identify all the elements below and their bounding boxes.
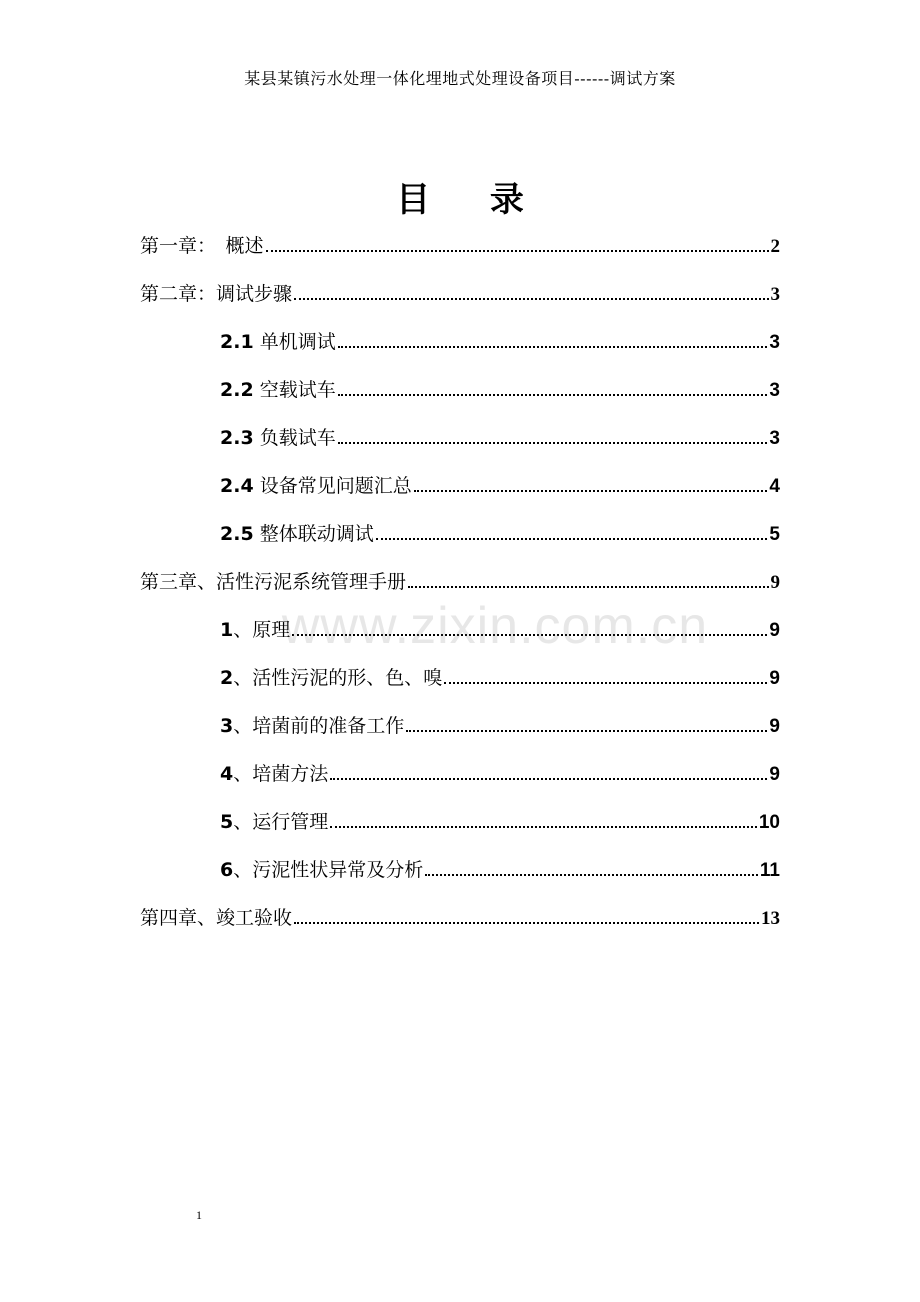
toc-entry-text: 、运行管理: [233, 811, 329, 833]
toc-leader-dots: [444, 681, 767, 684]
toc-entry-2-2[interactable]: [220, 372, 780, 408]
toc-entry-page: 11: [759, 860, 780, 881]
toc-entry-number: 1: [220, 619, 234, 641]
toc-entry-number: 5: [220, 811, 234, 833]
toc-entry-3-2[interactable]: [220, 660, 780, 696]
toc-entry-text: 、培菌方法: [233, 763, 329, 785]
toc-entry-2-4[interactable]: [220, 468, 780, 504]
page-header: 某县某镇污水处理一体化埋地式处理设备项目------调试方案: [244, 69, 676, 88]
toc-entry-page: 9: [769, 620, 780, 641]
toc-entry-label: [220, 708, 404, 744]
toc-entry-label: 第三章、活性污泥系统管理手册: [140, 571, 407, 593]
toc-entry-text: 、培菌前的准备工作: [233, 715, 405, 737]
toc-entry-text: 整体联动调试: [253, 523, 374, 545]
toc-entry-page: 4: [769, 476, 780, 497]
toc-leader-dots: [414, 489, 768, 492]
toc-entry-label: [220, 372, 336, 408]
toc-leader-dots: [425, 873, 758, 876]
toc-entry-2-1[interactable]: [220, 324, 780, 360]
toc-entry-page: 3: [769, 380, 780, 401]
toc-entry-text: 空载试车: [253, 379, 336, 401]
toc-entry-2-3[interactable]: [220, 420, 780, 456]
toc-entry-text: 、原理: [233, 619, 291, 641]
toc-entry-3-3[interactable]: [220, 708, 780, 744]
toc-entry-label: [220, 756, 328, 792]
toc-entry-chapter-3[interactable]: [140, 564, 780, 600]
toc-entry-label: [220, 660, 442, 696]
toc-leader-dots: [338, 441, 768, 444]
toc-entry-chapter-1[interactable]: [140, 228, 780, 264]
toc-entry-label: 第二章：调试步骤: [140, 283, 293, 305]
toc-entry-number: 2.5: [220, 523, 254, 545]
toc-entry-page: 3: [770, 284, 780, 305]
toc-entry-number: 4: [220, 763, 234, 785]
toc-entry-page: 9: [770, 572, 780, 593]
toc-entry-3-6[interactable]: [220, 852, 780, 888]
toc-leader-dots: [330, 825, 757, 828]
toc-entry-label: [220, 804, 328, 840]
toc-entry-2-5[interactable]: [220, 516, 780, 552]
toc-entry-page: 9: [769, 716, 780, 737]
toc-entry-text: 负载试车: [253, 427, 336, 449]
toc-entry-label: [220, 420, 336, 456]
toc-entry-label: [220, 324, 336, 360]
toc-leader-dots: [294, 921, 759, 924]
toc-entry-page: 2: [770, 236, 780, 257]
toc-entry-label: [220, 852, 423, 888]
toc-leader-dots: [294, 297, 768, 300]
toc-title: 目 录: [396, 180, 548, 220]
toc-entry-page: 9: [769, 764, 780, 785]
toc-entry-page: 3: [769, 428, 780, 449]
footer-page-number: 1: [196, 1208, 202, 1222]
toc-leader-dots: [408, 585, 768, 588]
toc-leader-dots: [376, 537, 768, 540]
toc-entry-label: 第一章： 概述: [140, 235, 264, 257]
toc-entry-page: 9: [769, 668, 780, 689]
toc-leader-dots: [266, 249, 769, 252]
toc-entry-number: 2.2: [220, 379, 254, 401]
toc-entry-number: 2.1: [220, 331, 254, 353]
toc-entry-text: 、污泥性状异常及分析: [233, 859, 424, 881]
toc-entry-number: 2.4: [220, 475, 254, 497]
toc-entry-text: 设备常见问题汇总: [253, 475, 412, 497]
toc-entry-number: 2: [220, 667, 234, 689]
toc-entry-page: 3: [769, 332, 780, 353]
toc-leader-dots: [338, 345, 768, 348]
toc-entry-label: [220, 468, 412, 504]
toc-entry-label: 第四章、竣工验收: [140, 907, 293, 929]
toc-entry-page: 13: [761, 908, 780, 929]
watermark: www.zixin.com.cn: [281, 597, 709, 655]
toc-leader-dots: [406, 729, 767, 732]
toc-entry-text: 单机调试: [253, 331, 336, 353]
toc-entry-number: 3: [220, 715, 234, 737]
toc-entry-page: 5: [769, 524, 780, 545]
toc-entry-page: 10: [758, 812, 780, 833]
toc-leader-dots: [338, 393, 768, 396]
toc-entry-label: [220, 516, 374, 552]
toc-entry-number: 2.3: [220, 427, 254, 449]
toc-entry-chapter-2[interactable]: [140, 276, 780, 312]
toc-leader-dots: [330, 777, 767, 780]
toc-entry-chapter-4[interactable]: [140, 900, 780, 936]
toc-entry-3-4[interactable]: [220, 756, 780, 792]
toc-entry-text: 、活性污泥的形、色、嗅: [233, 667, 443, 689]
toc-entry-number: 6: [220, 859, 234, 881]
toc-entry-3-5[interactable]: [220, 804, 780, 840]
